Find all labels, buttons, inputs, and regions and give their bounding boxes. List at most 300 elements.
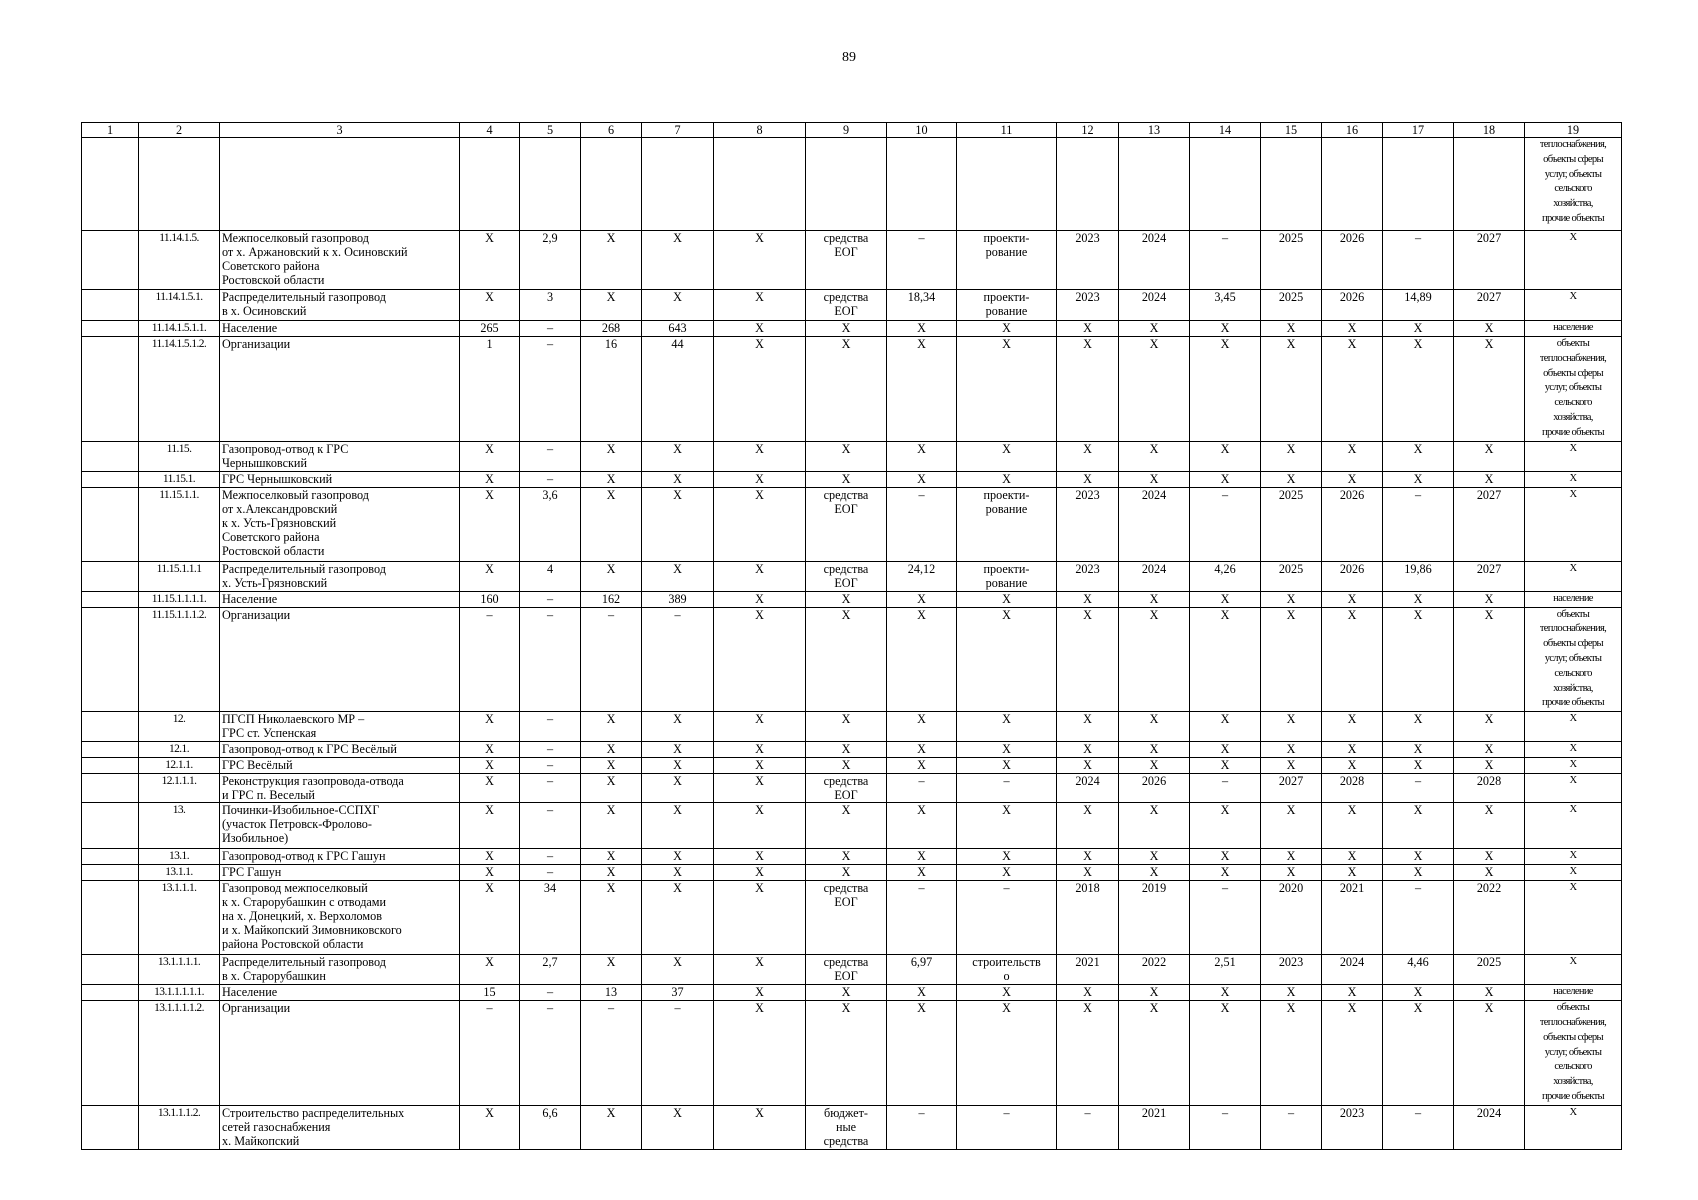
section-cell: [82, 881, 139, 955]
col-7-value: Х: [642, 441, 714, 471]
work-stage: проекти- рование: [957, 561, 1057, 591]
col-4-value: Х: [460, 803, 520, 849]
col-14-value: Х: [1190, 985, 1261, 1001]
item-name: Организации: [220, 337, 460, 442]
year-16: 2023: [1322, 1105, 1383, 1149]
year-18: [1454, 138, 1525, 231]
year-start: Х: [1057, 803, 1119, 849]
item-name: Починки-Изобильное-ССПХГ (участок Петровск-Фролово- Изобильное): [220, 803, 460, 849]
item-code: 11.15.: [139, 441, 220, 471]
length-km: –: [520, 985, 581, 1001]
year-start: Х: [1057, 758, 1119, 774]
col-4-value: Х: [460, 290, 520, 321]
funding-source: средства ЕОГ: [806, 881, 887, 955]
length-km: –: [520, 774, 581, 803]
item-code: 13.1.1.1.: [139, 881, 220, 955]
year-18: Х: [1454, 758, 1525, 774]
length-km: –: [520, 712, 581, 742]
year-18: Х: [1454, 607, 1525, 712]
length-km: 2,9: [520, 231, 581, 290]
col-14-value: 2,51: [1190, 955, 1261, 985]
year-16: Х: [1322, 337, 1383, 442]
consumer-type: население: [1525, 985, 1622, 1001]
col-6-value: 13: [581, 985, 642, 1001]
item-code: 11.15.1.1.1.2.: [139, 607, 220, 712]
funding-source: Х: [806, 758, 887, 774]
length-km: [520, 138, 581, 231]
year-15: Х: [1261, 849, 1322, 865]
col-14-value: Х: [1190, 337, 1261, 442]
col-17-value: Х: [1383, 441, 1454, 471]
year-start: 2018: [1057, 881, 1119, 955]
col-10-value: –: [887, 487, 957, 561]
funding-source: Х: [806, 441, 887, 471]
table-row: [82, 487, 1622, 561]
year-15: 2025: [1261, 561, 1322, 591]
consumer-type: Х: [1525, 955, 1622, 985]
col-7-value: Х: [642, 803, 714, 849]
col-6-value: Х: [581, 803, 642, 849]
year-end: Х: [1119, 337, 1190, 442]
col-8-value: Х: [714, 487, 806, 561]
work-stage: Х: [957, 337, 1057, 442]
year-start: Х: [1057, 742, 1119, 758]
col-17-value: –: [1383, 1105, 1454, 1149]
year-18: 2025: [1454, 955, 1525, 985]
year-end: 2024: [1119, 561, 1190, 591]
year-15: Х: [1261, 758, 1322, 774]
col-4-value: 1: [460, 337, 520, 442]
table-row: [82, 290, 1622, 321]
col-7-value: Х: [642, 471, 714, 487]
length-km: 2,7: [520, 955, 581, 985]
consumer-type: Х: [1525, 758, 1622, 774]
length-km: –: [520, 471, 581, 487]
year-15: Х: [1261, 321, 1322, 337]
funding-source: Х: [806, 471, 887, 487]
col-6-value: –: [581, 1001, 642, 1106]
section-cell: [82, 865, 139, 881]
year-end: Х: [1119, 607, 1190, 712]
col-6-value: Х: [581, 290, 642, 321]
consumer-type: Х: [1525, 1105, 1622, 1149]
item-name: Население: [220, 591, 460, 607]
col-8-value: Х: [714, 712, 806, 742]
year-start: 2023: [1057, 487, 1119, 561]
item-name: Распределительный газопровод в х. Старорубашкин: [220, 955, 460, 985]
consumer-type: Х: [1525, 712, 1622, 742]
funding-source: средства ЕОГ: [806, 955, 887, 985]
year-16: Х: [1322, 803, 1383, 849]
item-code: 12.: [139, 712, 220, 742]
year-start: 2023: [1057, 290, 1119, 321]
section-cell: [82, 1001, 139, 1106]
section-cell: [82, 290, 139, 321]
consumer-type: население: [1525, 321, 1622, 337]
length-km: 6,6: [520, 1105, 581, 1149]
col-10-value: [887, 138, 957, 231]
year-start: Х: [1057, 712, 1119, 742]
year-15: Х: [1261, 712, 1322, 742]
year-18: 2027: [1454, 290, 1525, 321]
funding-source: Х: [806, 803, 887, 849]
year-15: 2023: [1261, 955, 1322, 985]
section-cell: [82, 1105, 139, 1149]
funding-source: Х: [806, 1001, 887, 1106]
col-7-value: –: [642, 607, 714, 712]
year-end: 2024: [1119, 231, 1190, 290]
col-17-value: Х: [1383, 712, 1454, 742]
table-row: [82, 591, 1622, 607]
year-18: Х: [1454, 803, 1525, 849]
year-15: [1261, 138, 1322, 231]
item-code: 13.1.1.: [139, 865, 220, 881]
col-10-value: 24,12: [887, 561, 957, 591]
item-code: 13.1.1.1.1.1.: [139, 985, 220, 1001]
year-18: Х: [1454, 1001, 1525, 1106]
col-8-value: Х: [714, 607, 806, 712]
col-17-value: 14,89: [1383, 290, 1454, 321]
consumer-type: Х: [1525, 774, 1622, 803]
year-16: Х: [1322, 712, 1383, 742]
funding-source: средства ЕОГ: [806, 290, 887, 321]
col-10-value: Х: [887, 742, 957, 758]
year-start: Х: [1057, 865, 1119, 881]
column-number-15: 15: [1261, 123, 1322, 138]
col-7-value: Х: [642, 487, 714, 561]
col-4-value: Х: [460, 742, 520, 758]
year-end: Х: [1119, 849, 1190, 865]
col-14-value: –: [1190, 487, 1261, 561]
column-number-14: 14: [1190, 123, 1261, 138]
col-8-value: Х: [714, 471, 806, 487]
section-cell: [82, 441, 139, 471]
funding-source: Х: [806, 321, 887, 337]
year-16: 2024: [1322, 955, 1383, 985]
item-name: Распределительный газопровод х. Усть-Грязновский: [220, 561, 460, 591]
year-15: 2020: [1261, 881, 1322, 955]
col-6-value: 16: [581, 337, 642, 442]
col-17-value: Х: [1383, 849, 1454, 865]
col-10-value: Х: [887, 471, 957, 487]
year-15: 2025: [1261, 487, 1322, 561]
year-16: Х: [1322, 607, 1383, 712]
col-10-value: Х: [887, 758, 957, 774]
year-end: Х: [1119, 471, 1190, 487]
col-17-value: Х: [1383, 758, 1454, 774]
year-15: Х: [1261, 591, 1322, 607]
work-stage: строительств о: [957, 955, 1057, 985]
work-stage: Х: [957, 865, 1057, 881]
column-number-7: 7: [642, 123, 714, 138]
year-18: Х: [1454, 865, 1525, 881]
col-7-value: 389: [642, 591, 714, 607]
col-14-value: Х: [1190, 758, 1261, 774]
col-8-value: Х: [714, 985, 806, 1001]
table-row: [82, 955, 1622, 985]
year-start: 2021: [1057, 955, 1119, 985]
funding-source: Х: [806, 591, 887, 607]
col-7-value: 44: [642, 337, 714, 442]
item-code: 11.14.1.5.1.2.: [139, 337, 220, 442]
col-4-value: Х: [460, 774, 520, 803]
col-10-value: Х: [887, 321, 957, 337]
section-cell: [82, 607, 139, 712]
col-8-value: Х: [714, 1105, 806, 1149]
year-16: 2021: [1322, 881, 1383, 955]
table-row: [82, 321, 1622, 337]
col-6-value: 268: [581, 321, 642, 337]
item-code: 13.1.1.1.2.: [139, 1105, 220, 1149]
col-6-value: Х: [581, 487, 642, 561]
col-8-value: Х: [714, 1001, 806, 1106]
year-15: 2025: [1261, 231, 1322, 290]
col-4-value: Х: [460, 231, 520, 290]
consumer-type: теплоснабжения, объекты сферы услуг, объекты сельского хозяйства, прочие объекты: [1525, 138, 1622, 231]
table-row: [82, 561, 1622, 591]
item-name: [220, 138, 460, 231]
column-number-4: 4: [460, 123, 520, 138]
funding-source: средства ЕОГ: [806, 487, 887, 561]
col-8-value: Х: [714, 774, 806, 803]
work-stage: Х: [957, 712, 1057, 742]
col-7-value: Х: [642, 881, 714, 955]
col-14-value: Х: [1190, 321, 1261, 337]
year-start: Х: [1057, 607, 1119, 712]
work-stage: проекти- рование: [957, 231, 1057, 290]
item-code: 13.1.1.1.1.2.: [139, 1001, 220, 1106]
col-7-value: Х: [642, 742, 714, 758]
year-16: Х: [1322, 471, 1383, 487]
length-km: –: [520, 441, 581, 471]
work-stage: проекти- рование: [957, 290, 1057, 321]
col-4-value: Х: [460, 758, 520, 774]
col-10-value: –: [887, 1105, 957, 1149]
year-start: Х: [1057, 1001, 1119, 1106]
column-number-19: 19: [1525, 123, 1622, 138]
col-6-value: Х: [581, 712, 642, 742]
col-17-value: –: [1383, 487, 1454, 561]
column-number-2: 2: [139, 123, 220, 138]
funding-source: Х: [806, 742, 887, 758]
item-name: Распределительный газопровод в х. Осиновский: [220, 290, 460, 321]
col-10-value: Х: [887, 591, 957, 607]
consumer-type: Х: [1525, 742, 1622, 758]
col-8-value: Х: [714, 561, 806, 591]
funding-source: средства ЕОГ: [806, 561, 887, 591]
consumer-type: Х: [1525, 487, 1622, 561]
item-name: ПГСП Николаевского МР – ГРС ст. Успенская: [220, 712, 460, 742]
col-7-value: Х: [642, 955, 714, 985]
consumer-type: объекты теплоснабжения, объекты сферы услуг, объекты сельского хозяйства, прочие объекты: [1525, 1001, 1622, 1106]
year-16: Х: [1322, 1001, 1383, 1106]
table-row: [82, 758, 1622, 774]
funding-source: Х: [806, 607, 887, 712]
item-name: Газопровод-отвод к ГРС Гашун: [220, 849, 460, 865]
col-4-value: –: [460, 607, 520, 712]
col-14-value: Х: [1190, 742, 1261, 758]
funding-source: бюджет- ные средства: [806, 1105, 887, 1149]
column-number-6: 6: [581, 123, 642, 138]
item-code: 11.15.1.1.1.1.: [139, 591, 220, 607]
item-name: Организации: [220, 1001, 460, 1106]
length-km: –: [520, 607, 581, 712]
year-15: 2025: [1261, 290, 1322, 321]
page-number: 89: [842, 50, 856, 65]
col-7-value: Х: [642, 290, 714, 321]
length-km: –: [520, 591, 581, 607]
section-cell: [82, 849, 139, 865]
col-8-value: [714, 138, 806, 231]
col-8-value: Х: [714, 290, 806, 321]
col-10-value: Х: [887, 985, 957, 1001]
year-15: Х: [1261, 985, 1322, 1001]
year-18: 2028: [1454, 774, 1525, 803]
table-row: [82, 441, 1622, 471]
col-6-value: 162: [581, 591, 642, 607]
col-10-value: –: [887, 881, 957, 955]
year-end: [1119, 138, 1190, 231]
work-stage: Х: [957, 803, 1057, 849]
item-name: Газопровод-отвод к ГРС Весёлый: [220, 742, 460, 758]
section-cell: [82, 471, 139, 487]
year-16: Х: [1322, 591, 1383, 607]
year-start: Х: [1057, 985, 1119, 1001]
table-row: [82, 1105, 1622, 1149]
work-stage: [957, 138, 1057, 231]
work-stage: –: [957, 774, 1057, 803]
table-row: [82, 1001, 1622, 1106]
item-name: Население: [220, 321, 460, 337]
year-end: Х: [1119, 1001, 1190, 1106]
year-18: Х: [1454, 985, 1525, 1001]
consumer-type: Х: [1525, 471, 1622, 487]
column-number-row: [82, 123, 1622, 138]
col-8-value: Х: [714, 865, 806, 881]
column-number-9: 9: [806, 123, 887, 138]
col-10-value: 6,97: [887, 955, 957, 985]
year-18: Х: [1454, 742, 1525, 758]
work-stage: Х: [957, 321, 1057, 337]
work-stage: Х: [957, 758, 1057, 774]
year-16: Х: [1322, 441, 1383, 471]
col-14-value: [1190, 138, 1261, 231]
table-row: [82, 881, 1622, 955]
col-14-value: Х: [1190, 803, 1261, 849]
col-10-value: Х: [887, 865, 957, 881]
col-17-value: Х: [1383, 803, 1454, 849]
col-7-value: Х: [642, 849, 714, 865]
year-18: Х: [1454, 849, 1525, 865]
year-15: Х: [1261, 607, 1322, 712]
col-14-value: –: [1190, 881, 1261, 955]
item-code: 12.1.1.1.: [139, 774, 220, 803]
item-name: ГРС Гашун: [220, 865, 460, 881]
col-6-value: Х: [581, 231, 642, 290]
col-6-value: Х: [581, 774, 642, 803]
item-code: [139, 138, 220, 231]
col-14-value: Х: [1190, 471, 1261, 487]
col-7-value: Х: [642, 774, 714, 803]
col-10-value: Х: [887, 1001, 957, 1106]
col-10-value: Х: [887, 803, 957, 849]
consumer-type: население: [1525, 591, 1622, 607]
col-8-value: Х: [714, 881, 806, 955]
year-start: 2024: [1057, 774, 1119, 803]
col-17-value: Х: [1383, 321, 1454, 337]
col-4-value: Х: [460, 471, 520, 487]
year-end: Х: [1119, 985, 1190, 1001]
funding-source: Х: [806, 865, 887, 881]
consumer-type: Х: [1525, 290, 1622, 321]
table-row: [82, 774, 1622, 803]
year-start: –: [1057, 1105, 1119, 1149]
work-stage: –: [957, 881, 1057, 955]
year-15: Х: [1261, 471, 1322, 487]
funding-source: средства ЕОГ: [806, 774, 887, 803]
year-18: Х: [1454, 471, 1525, 487]
col-7-value: 643: [642, 321, 714, 337]
section-cell: [82, 591, 139, 607]
col-8-value: Х: [714, 441, 806, 471]
funding-source: Х: [806, 337, 887, 442]
col-8-value: Х: [714, 321, 806, 337]
item-name: Реконструкция газопровода-отвода и ГРС п. Веселый: [220, 774, 460, 803]
length-km: –: [520, 1001, 581, 1106]
table-row: [82, 742, 1622, 758]
item-code: 11.14.1.5.1.1.: [139, 321, 220, 337]
year-16: 2026: [1322, 487, 1383, 561]
year-start: Х: [1057, 471, 1119, 487]
col-6-value: Х: [581, 742, 642, 758]
year-16: 2026: [1322, 561, 1383, 591]
year-18: Х: [1454, 321, 1525, 337]
consumer-type: Х: [1525, 881, 1622, 955]
col-17-value: –: [1383, 881, 1454, 955]
column-number-16: 16: [1322, 123, 1383, 138]
work-stage: Х: [957, 985, 1057, 1001]
col-4-value: Х: [460, 487, 520, 561]
col-6-value: –: [581, 607, 642, 712]
item-name: Население: [220, 985, 460, 1001]
year-end: Х: [1119, 803, 1190, 849]
col-7-value: [642, 138, 714, 231]
table-row: [82, 803, 1622, 849]
col-8-value: Х: [714, 231, 806, 290]
table-row: [82, 712, 1622, 742]
item-code: 13.: [139, 803, 220, 849]
item-name: Газопровод-отвод к ГРС Чернышковский: [220, 441, 460, 471]
length-km: 34: [520, 881, 581, 955]
year-16: Х: [1322, 758, 1383, 774]
col-6-value: Х: [581, 471, 642, 487]
year-15: Х: [1261, 337, 1322, 442]
section-cell: [82, 774, 139, 803]
table-row: [82, 865, 1622, 881]
col-6-value: Х: [581, 865, 642, 881]
item-code: 11.14.1.5.: [139, 231, 220, 290]
consumer-type: Х: [1525, 231, 1622, 290]
col-17-value: –: [1383, 774, 1454, 803]
col-14-value: 3,45: [1190, 290, 1261, 321]
year-16: Х: [1322, 865, 1383, 881]
section-cell: [82, 742, 139, 758]
item-name: ГРС Весёлый: [220, 758, 460, 774]
year-end: Х: [1119, 712, 1190, 742]
year-16: Х: [1322, 742, 1383, 758]
item-name: Строительство распределительных сетей газоснабжения х. Майкопский: [220, 1105, 460, 1149]
length-km: 4: [520, 561, 581, 591]
